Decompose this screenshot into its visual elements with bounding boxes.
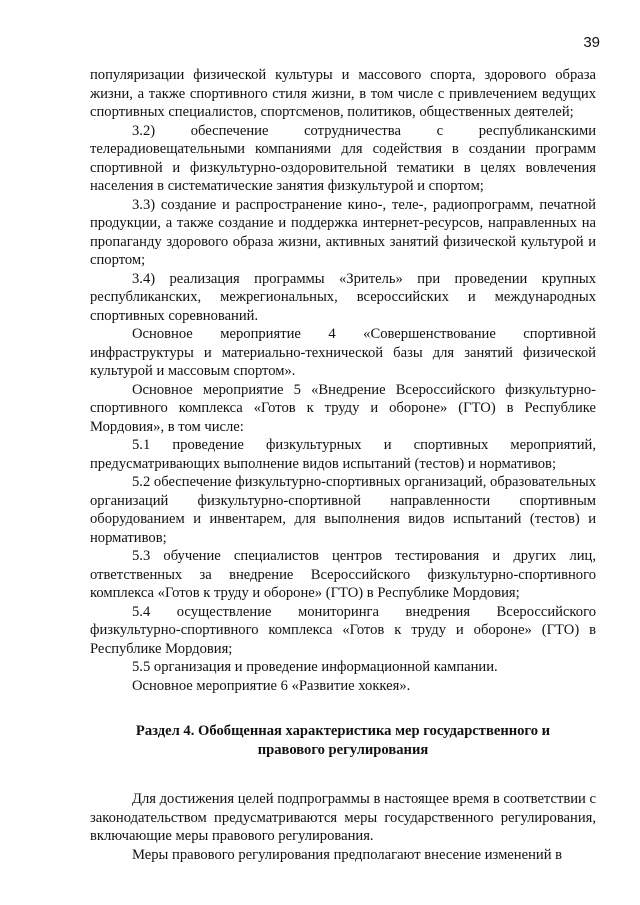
paragraph: Основное мероприятие 6 «Развитие хоккея». <box>132 677 411 694</box>
section-heading: Раздел 4. Обобщенная характеристика мер государственного и правового регулирования <box>135 723 551 758</box>
paragraph: популяризации физической культуры и массового спорта, здорового образа жизни, а также спортивного стиля жизни, в том числе с привлечением ведущих спортивных специалистов, спортсменов, политиков, общественных деятелей; <box>90 67 596 120</box>
paragraph: Основное мероприятие 5 «Внедрение Всероссийского физкультурно-спортивного комплекса «Готов к труду и обороне» (ГТО) в Республике Мордовия», в том числе: <box>90 381 596 435</box>
paragraph: 5.3 обучение специалистов центров тестирования и других лиц, ответственных за внедрение Всероссийского физкультурно-спортивного комплекса «Готов к труду и обороне» (ГТО) в Республике Мордовия; <box>90 548 596 601</box>
paragraph: 5.1 проведение физкультурных и спортивных мероприятий, предусматривающих выполнение видов испытаний (тестов) и нормативов; <box>90 437 596 472</box>
paragraph: 3.2) обеспечение сотрудничества с республиканскими телерадиовещательными компаниями для содействия в создании программ спортивной и физкультурно-оздоровительной тематики в целях вовлечения населения в систематические занятия физкультурой и спортом; <box>90 122 596 194</box>
paragraph: 5.5 организация и проведение информационной кампании. <box>132 659 498 675</box>
paragraph: 3.4) реализация программы «Зритель» при проведении крупных республиканских, межрегиональных, всероссийских и международных спортивных соревнований. <box>90 270 596 324</box>
paragraph: Для достижения целей подпрограммы в настоящее время в соответствии с законодательством предусматриваются меры государственного регулирования, включающие меры правового регулирования. <box>90 791 596 844</box>
page-number: 39 <box>583 34 600 51</box>
document-body <box>90 66 596 864</box>
paragraph: Основное мероприятие 4 «Совершенствование спортивной инфраструктуры и материально-технической базы для занятий физической культурой и массовым спортом». <box>90 326 596 379</box>
paragraph: 3.3) создание и распространение кино-, теле-, радиопрограмм, печатной продукции, а также создание и поддержка интернет-ресурсов, направленных на пропаганду здорового образа жизни, активных занятий физической культурой и спортом; <box>90 196 596 268</box>
paragraph: 5.2 обеспечение физкультурно-спортивных организаций, образовательных организаций физкультурно-спортивной направленности спортивным оборудованием и инвентарем, для выполнения видов испытаний (тестов) и нормативов; <box>90 474 596 546</box>
paragraph: 5.4 осуществление мониторинга внедрения Всероссийского физкультурно-спортивного комплекса «Готов к труду и обороне» (ГТО) в Республике Мордовия; <box>90 603 596 657</box>
paragraph: Меры правового регулирования предполагают внесение изменений в <box>132 846 563 863</box>
